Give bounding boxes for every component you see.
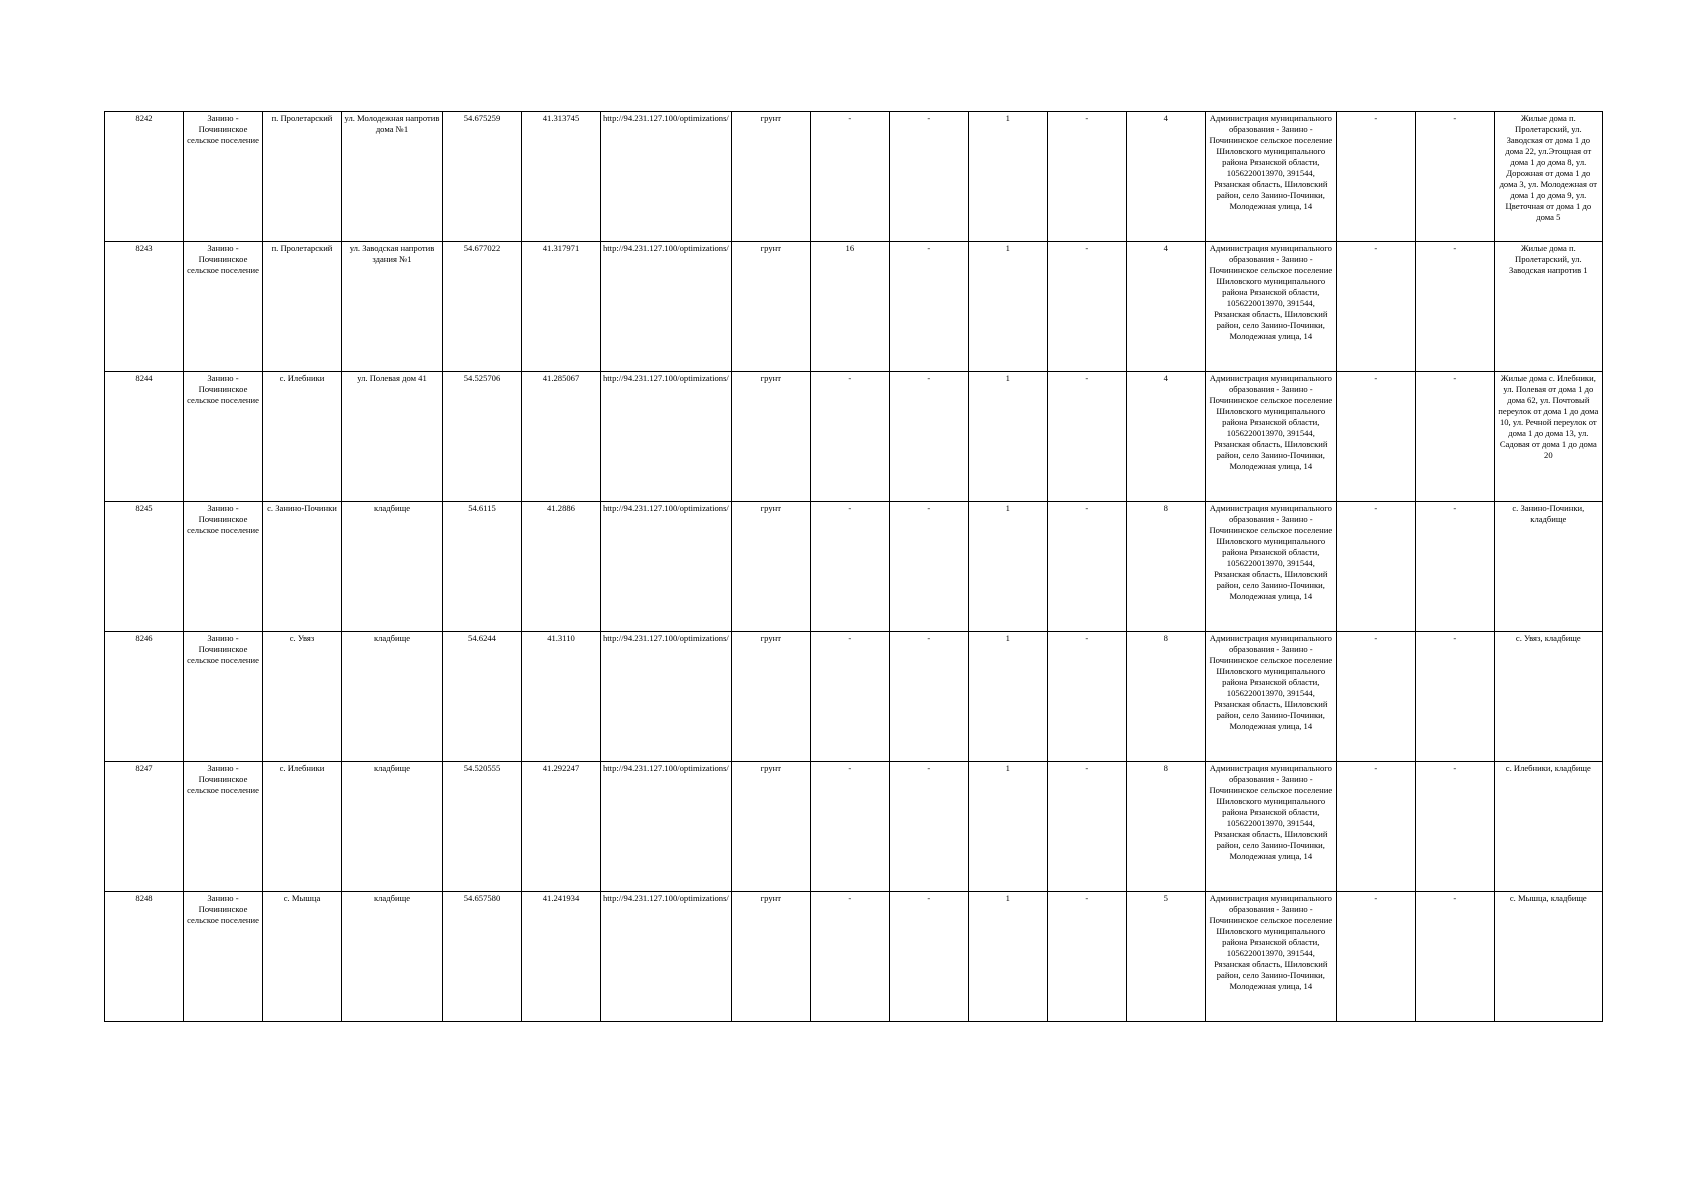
cell-col13: 8 <box>1126 762 1205 892</box>
cell-col11: 1 <box>968 242 1047 372</box>
table-row <box>105 632 1603 762</box>
table-row <box>105 762 1603 892</box>
cell-latitude: 54.675259 <box>443 112 522 242</box>
cell-surface: грунт <box>731 242 810 372</box>
cell-latitude: 54.6115 <box>443 502 522 632</box>
cell-col12: - <box>1047 892 1126 1022</box>
cell-surface: грунт <box>731 762 810 892</box>
cell-settlement: Занино - Почининское сельское поселение <box>184 242 263 372</box>
cell-number: 8245 <box>105 502 184 632</box>
cell-settlement: Занино - Почининское сельское поселение <box>184 502 263 632</box>
cell-col13: 5 <box>1126 892 1205 1022</box>
cell-url: http://94.231.127.100/optimizations/ <box>601 502 732 632</box>
cell-number: 8244 <box>105 372 184 502</box>
cell-col12: - <box>1047 112 1126 242</box>
cell-source: Жилые дома п. Пролетарский, ул. Заводская от дома 1 до дома 22, ул.Этощная от дома 1 до дома 8, ул. Дорожная от дома 1 до дома 3, ул. Молодежная от дома 1 до дома 9, ул. Цветочная от дома 1 до дома 5 <box>1494 112 1602 242</box>
cell-longitude: 41.3110 <box>522 632 601 762</box>
cell-url: http://94.231.127.100/optimizations/ <box>601 762 732 892</box>
cell-latitude: 54.6244 <box>443 632 522 762</box>
cell-settlement: Занино - Почининское сельское поселение <box>184 762 263 892</box>
cell-latitude: 54.525706 <box>443 372 522 502</box>
cell-number: 8243 <box>105 242 184 372</box>
cell-longitude: 41.292247 <box>522 762 601 892</box>
cell-col10: - <box>889 502 968 632</box>
cell-col16: - <box>1415 502 1494 632</box>
cell-col10: - <box>889 242 968 372</box>
cell-source: Жилые дома п. Пролетарский, ул. Заводская напротив 1 <box>1494 242 1602 372</box>
cell-surface: грунт <box>731 632 810 762</box>
cell-col15: - <box>1336 112 1415 242</box>
cell-col15: - <box>1336 242 1415 372</box>
cell-col13: 4 <box>1126 112 1205 242</box>
cell-source: с. Илебники, кладбище <box>1494 762 1602 892</box>
cell-col13: 8 <box>1126 632 1205 762</box>
cell-locality: с. Мышца <box>263 892 342 1022</box>
cell-source: с. Увяз, кладбище <box>1494 632 1602 762</box>
cell-col9: 16 <box>810 242 889 372</box>
cell-locality: с. Увяз <box>263 632 342 762</box>
cell-owner: Администрация муниципального образования - Занино - Почининское сельское поселение Шиловского муниципального района Рязанской области, 1056220013970, 391544, Рязанская область, Шиловский район, село Занино-Починки, Молодежная улица, 14 <box>1205 632 1336 762</box>
cell-locality: с. Илебники <box>263 372 342 502</box>
cell-col11: 1 <box>968 372 1047 502</box>
cell-col9: - <box>810 892 889 1022</box>
cell-owner: Администрация муниципального образования - Занино - Почининское сельское поселение Шиловского муниципального района Рязанской области, 1056220013970, 391544, Рязанская область, Шиловский район, село Занино-Починки, Молодежная улица, 14 <box>1205 112 1336 242</box>
cell-locality: п. Пролетарский <box>263 242 342 372</box>
cell-col16: - <box>1415 632 1494 762</box>
cell-col16: - <box>1415 112 1494 242</box>
cell-url: http://94.231.127.100/optimizations/ <box>601 112 732 242</box>
cell-settlement: Занино - Почининское сельское поселение <box>184 632 263 762</box>
cell-locality: п. Пролетарский <box>263 112 342 242</box>
cell-source: с. Занино-Починки, кладбище <box>1494 502 1602 632</box>
cell-settlement: Занино - Почининское сельское поселение <box>184 372 263 502</box>
table-body <box>105 112 1603 1022</box>
cell-address: ул. Молодежная напротив дома №1 <box>342 112 443 242</box>
cell-owner: Администрация муниципального образования - Занино - Почининское сельское поселение Шиловского муниципального района Рязанской области, 1056220013970, 391544, Рязанская область, Шиловский район, село Занино-Починки, Молодежная улица, 14 <box>1205 762 1336 892</box>
cell-col9: - <box>810 112 889 242</box>
cell-url: http://94.231.127.100/optimizations/ <box>601 892 732 1022</box>
cell-col11: 1 <box>968 112 1047 242</box>
cell-col15: - <box>1336 762 1415 892</box>
table-row <box>105 372 1603 502</box>
cell-col11: 1 <box>968 762 1047 892</box>
cell-surface: грунт <box>731 112 810 242</box>
cell-col12: - <box>1047 502 1126 632</box>
cell-col15: - <box>1336 502 1415 632</box>
cell-address: кладбище <box>342 632 443 762</box>
cell-number: 8246 <box>105 632 184 762</box>
cell-settlement: Занино - Почининское сельское поселение <box>184 112 263 242</box>
cell-col11: 1 <box>968 502 1047 632</box>
cell-source: Жилые дома с. Илебники, ул. Полевая от дома 1 до дома 62, ул. Почтовый переулок от дома 1 до дома 10, ул. Речной переулок от дома 1 до дома 13, ул. Садовая от дома 1 до дома 20 <box>1494 372 1602 502</box>
cell-col13: 4 <box>1126 372 1205 502</box>
cell-col9: - <box>810 372 889 502</box>
cell-longitude: 41.317971 <box>522 242 601 372</box>
cell-number: 8242 <box>105 112 184 242</box>
cell-surface: грунт <box>731 502 810 632</box>
container-sites-table <box>104 111 1603 1022</box>
cell-address: кладбище <box>342 762 443 892</box>
cell-owner: Администрация муниципального образования - Занино - Почининское сельское поселение Шиловского муниципального района Рязанской области, 1056220013970, 391544, Рязанская область, Шиловский район, село Занино-Починки, Молодежная улица, 14 <box>1205 242 1336 372</box>
cell-latitude: 54.520555 <box>443 762 522 892</box>
cell-col13: 8 <box>1126 502 1205 632</box>
cell-col11: 1 <box>968 892 1047 1022</box>
cell-latitude: 54.657580 <box>443 892 522 1022</box>
cell-col16: - <box>1415 762 1494 892</box>
cell-col12: - <box>1047 372 1126 502</box>
cell-url: http://94.231.127.100/optimizations/ <box>601 372 732 502</box>
cell-col10: - <box>889 372 968 502</box>
cell-number: 8248 <box>105 892 184 1022</box>
cell-number: 8247 <box>105 762 184 892</box>
cell-source: с. Мышца, кладбище <box>1494 892 1602 1022</box>
cell-col10: - <box>889 632 968 762</box>
cell-address: кладбище <box>342 502 443 632</box>
table-row <box>105 242 1603 372</box>
cell-owner: Администрация муниципального образования - Занино - Почининское сельское поселение Шиловского муниципального района Рязанской области, 1056220013970, 391544, Рязанская область, Шиловский район, село Занино-Починки, Молодежная улица, 14 <box>1205 892 1336 1022</box>
cell-owner: Администрация муниципального образования - Занино - Почининское сельское поселение Шиловского муниципального района Рязанской области, 1056220013970, 391544, Рязанская область, Шиловский район, село Занино-Починки, Молодежная улица, 14 <box>1205 502 1336 632</box>
cell-locality: с. Занино-Починки <box>263 502 342 632</box>
cell-address: кладбище <box>342 892 443 1022</box>
cell-address: ул. Полевая дом 41 <box>342 372 443 502</box>
cell-col12: - <box>1047 242 1126 372</box>
cell-col16: - <box>1415 892 1494 1022</box>
cell-col10: - <box>889 762 968 892</box>
cell-col16: - <box>1415 242 1494 372</box>
cell-col10: - <box>889 892 968 1022</box>
cell-surface: грунт <box>731 372 810 502</box>
cell-col10: - <box>889 112 968 242</box>
cell-col16: - <box>1415 372 1494 502</box>
cell-col9: - <box>810 502 889 632</box>
cell-surface: грунт <box>731 892 810 1022</box>
cell-locality: с. Илебники <box>263 762 342 892</box>
cell-col11: 1 <box>968 632 1047 762</box>
cell-longitude: 41.241934 <box>522 892 601 1022</box>
cell-owner: Администрация муниципального образования - Занино - Почининское сельское поселение Шиловского муниципального района Рязанской области, 1056220013970, 391544, Рязанская область, Шиловский район, село Занино-Починки, Молодежная улица, 14 <box>1205 372 1336 502</box>
table-row <box>105 502 1603 632</box>
cell-col15: - <box>1336 892 1415 1022</box>
cell-url: http://94.231.127.100/optimizations/ <box>601 632 732 762</box>
cell-col12: - <box>1047 632 1126 762</box>
cell-col9: - <box>810 632 889 762</box>
cell-longitude: 41.313745 <box>522 112 601 242</box>
cell-url: http://94.231.127.100/optimizations/ <box>601 242 732 372</box>
cell-col15: - <box>1336 372 1415 502</box>
cell-col13: 4 <box>1126 242 1205 372</box>
cell-longitude: 41.285067 <box>522 372 601 502</box>
cell-latitude: 54.677022 <box>443 242 522 372</box>
cell-settlement: Занино - Почининское сельское поселение <box>184 892 263 1022</box>
table-row <box>105 892 1603 1022</box>
table-row <box>105 112 1603 242</box>
cell-col15: - <box>1336 632 1415 762</box>
cell-col9: - <box>810 762 889 892</box>
cell-address: ул. Заводская напротив здания №1 <box>342 242 443 372</box>
cell-longitude: 41.2886 <box>522 502 601 632</box>
cell-col12: - <box>1047 762 1126 892</box>
